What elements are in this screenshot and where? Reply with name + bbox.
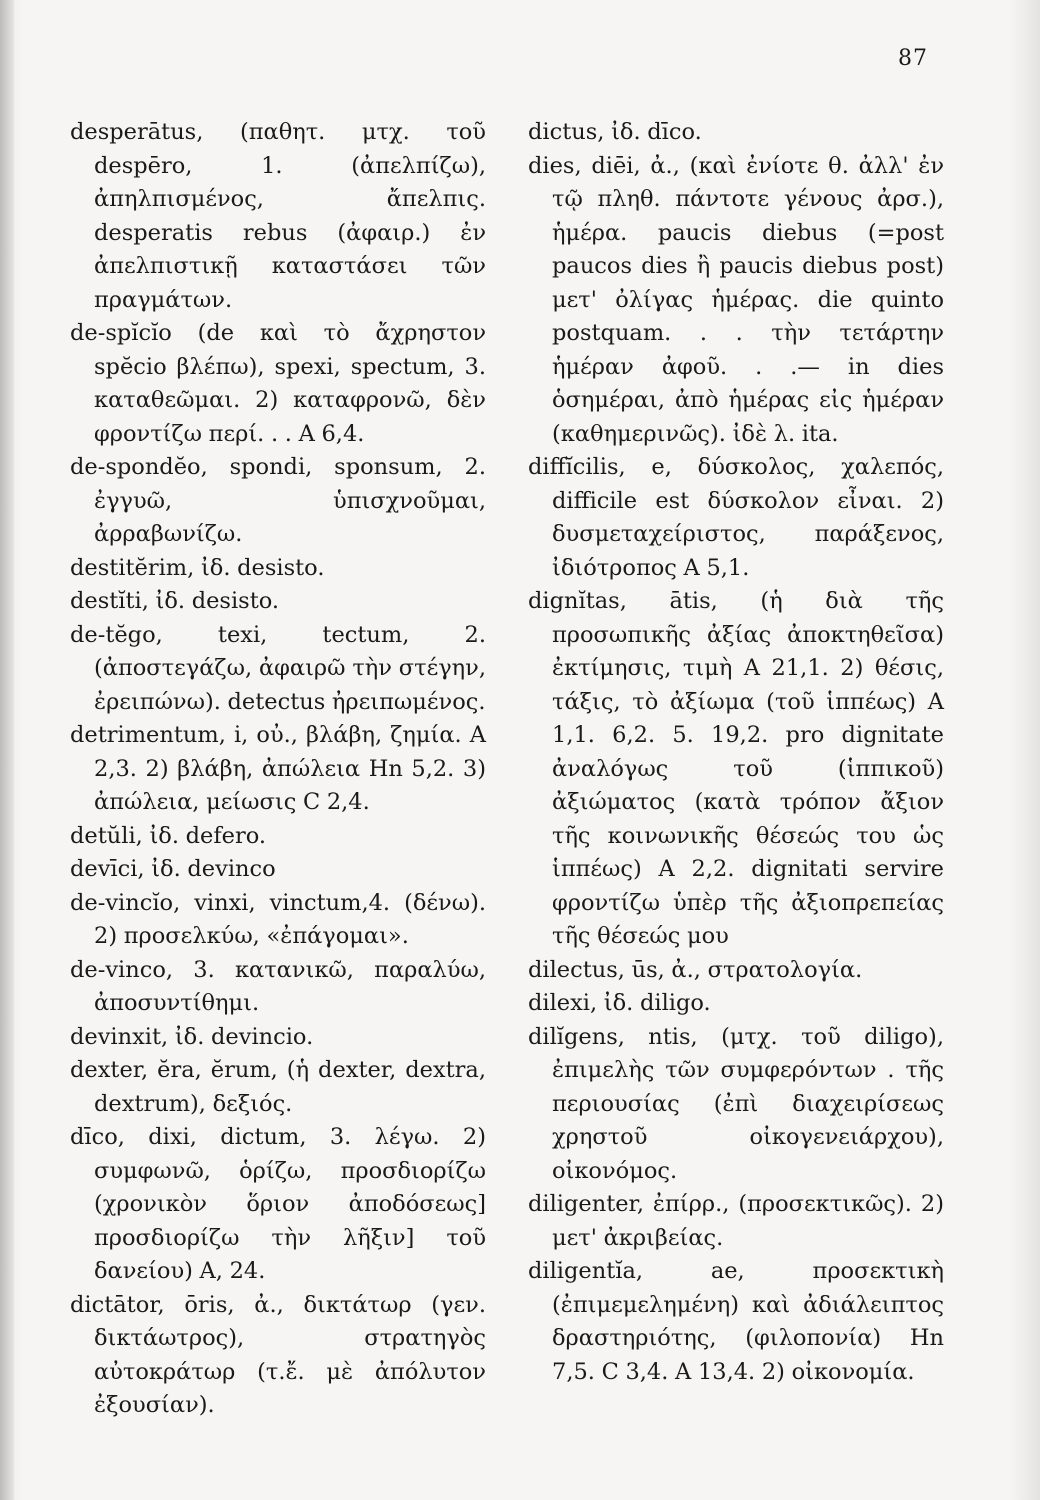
dictionary-entry: diffĭcilis, e, δύσκολος, χαλεπός, difficile est δύσκολον εἶναι. 2) δυσμεταχείριστος, παράξενος, ἰδιότροπος A 5,1. <box>528 454 944 581</box>
dictionary-entry: dignĭtas, ātis, (ἡ διὰ τῆς προσωπικῆς ἀξίας ἀποκτηθεῖσα) ἐκτίμησις, τιμὴ A 21,1. 2) θέσις, τάξις, τὸ ἀξίωμα (τοῦ ἱππέως) A 1,1. 6,2. 5. 19,2. pro dignitate ἀναλόγως τοῦ (ἱππικοῦ) ἀξιώματος (κατὰ τρόπον ἄξιον τῆς κοινωνικῆς θέσεώς του ὡς ἱππέως) A 2,2. dignitati servire φροντίζω ὑπὲρ τῆς ἀξιοπρεπείας τῆς θέσεώς μου <box>528 588 944 949</box>
dictionary-entry: diligentĭa, ae, προσεκτικὴ (ἐπιμεμελημένη) καὶ ἀδιάλειπτος δραστηριότης, (φιλοπονία) Hn 7,5. C 3,4. A 13,4. 2) οἰκονομία. <box>528 1258 944 1385</box>
dictionary-entry: devīci, ἰδ. devinco <box>70 856 276 882</box>
right-column <box>528 116 944 1389</box>
dictionary-entry: diligenter, ἐπίρρ., (προσεκτικῶς). 2) μετ' ἀκριβείας. <box>528 1191 944 1251</box>
dictionary-entry: dexter, ĕra, ĕrum, (ἡ dexter, dextra, dextrum), δεξιός. <box>70 1057 486 1117</box>
dictionary-entry: detrimentum, i, οὐ., βλάβη, ζημία. A 2,3. 2) βλάβη, ἀπώλεια Hn 5,2. 3) ἀπώλεια, μείωσις C 2,4. <box>70 722 486 815</box>
dictionary-entry: destitĕrim, ἰδ. desisto. <box>70 554 325 581</box>
dictionary-entry: dilĭgens, ntis, (μτχ. τοῦ diligo), ἐπιμελὴς τῶν συμφερόντων . τῆς περιουσίας (ἐπὶ διαχειρίσεως χρηστοῦ οἰκογενειάρχου), οἰκονόμος. <box>528 1023 944 1184</box>
dictionary-entry: devinxit, ἰδ. devincio. <box>70 1023 314 1050</box>
dictionary-entry: dilexi, ἰδ. diligo. <box>528 990 711 1016</box>
dictionary-entry: dictus, ἰδ. dīco. <box>528 119 702 145</box>
page-binding-edge <box>0 0 14 1500</box>
left-column <box>70 116 486 1423</box>
dictionary-entry: de-spondĕo, spondi, sponsum, 2. ἐγγυῶ, ὑπισχνοῦμαι, ἀρραβωνίζω. <box>70 454 486 547</box>
dictionary-entry: dies, diēi, ἀ., (καὶ ἐνίοτε θ. ἀλλ' ἐν τῷ πληθ. πάντοτε γένους ἀρσ.), ἡμέρα. paucis diebus (=post paucos dies ἢ paucis diebus post) μετ' ὀλίγας ἡμέρας. die quinto postquam. . . τὴν τετάρτην ἡμέραν ἀφοῦ. . .— in dies ὁσημέραι, ἀπὸ ἡμέρας εἰς ἡμέραν (καθημερινῶς). ἰδὲ λ. ita. <box>528 152 944 447</box>
dictionary-entry: de-spĭcĭo (de καὶ τὸ ἄχρηστον spĕcio βλέπω), spexi, spectum, 3. καταθεῶμαι. 2) καταφρονῶ, δὲν φροντίζω περί. . . A 6,4. <box>70 320 486 447</box>
dictionary-entry: dictātor, ōris, ἀ., δικτάτωρ (γεν. δικτάωτρος), στρατηγὸς αὐτοκράτωρ (τ.ἔ. μὲ ἀπόλυτον ἐξουσίαν). <box>70 1291 486 1418</box>
dictionary-entry: destĭti, ἰδ. desisto. <box>70 588 280 614</box>
dictionary-entry: de-vincĭo, vinxi, vinctum,4. (δένω). 2) προσελκύω, «ἐπάγομαι». <box>70 889 486 949</box>
dictionary-entry: dilectus, ūs, ἀ., στρατολογία. <box>528 956 863 983</box>
dictionary-entry: dīco, dixi, dictum, 3. λέγω. 2) συμφωνῶ, ὁρίζω, προσδιορίζω (χρονικὸν ὅριον ἀποδόσεως] προσδιορίζω τὴν λῆξιν] τοῦ δανείου) A, 24. <box>70 1124 486 1284</box>
dictionary-entry: de-vinco, 3. κατανικῶ, παραλύω, ἀποσυντίθημι. <box>70 956 486 1016</box>
dictionary-entry: desperātus, (παθητ. μτχ. τοῦ despēro, 1. (ἀπελπίζω), ἀπηλπισμένος, ἄπελπις. desperatis rebus (ἀφαιρ.) ἐν ἀπελπιστικῇ καταστάσει τῶν πραγμάτων. <box>70 119 486 313</box>
dictionary-entry: de-tĕgo, texi, tectum, 2. (ἀποστεγάζω, ἀφαιρῶ τὴν στέγην, ἐρειπώνω). detectus ἠρειπωμένος. <box>70 621 486 715</box>
dictionary-entry: detŭli, ἰδ. defero. <box>70 822 267 849</box>
page-number: 87 <box>898 46 928 71</box>
